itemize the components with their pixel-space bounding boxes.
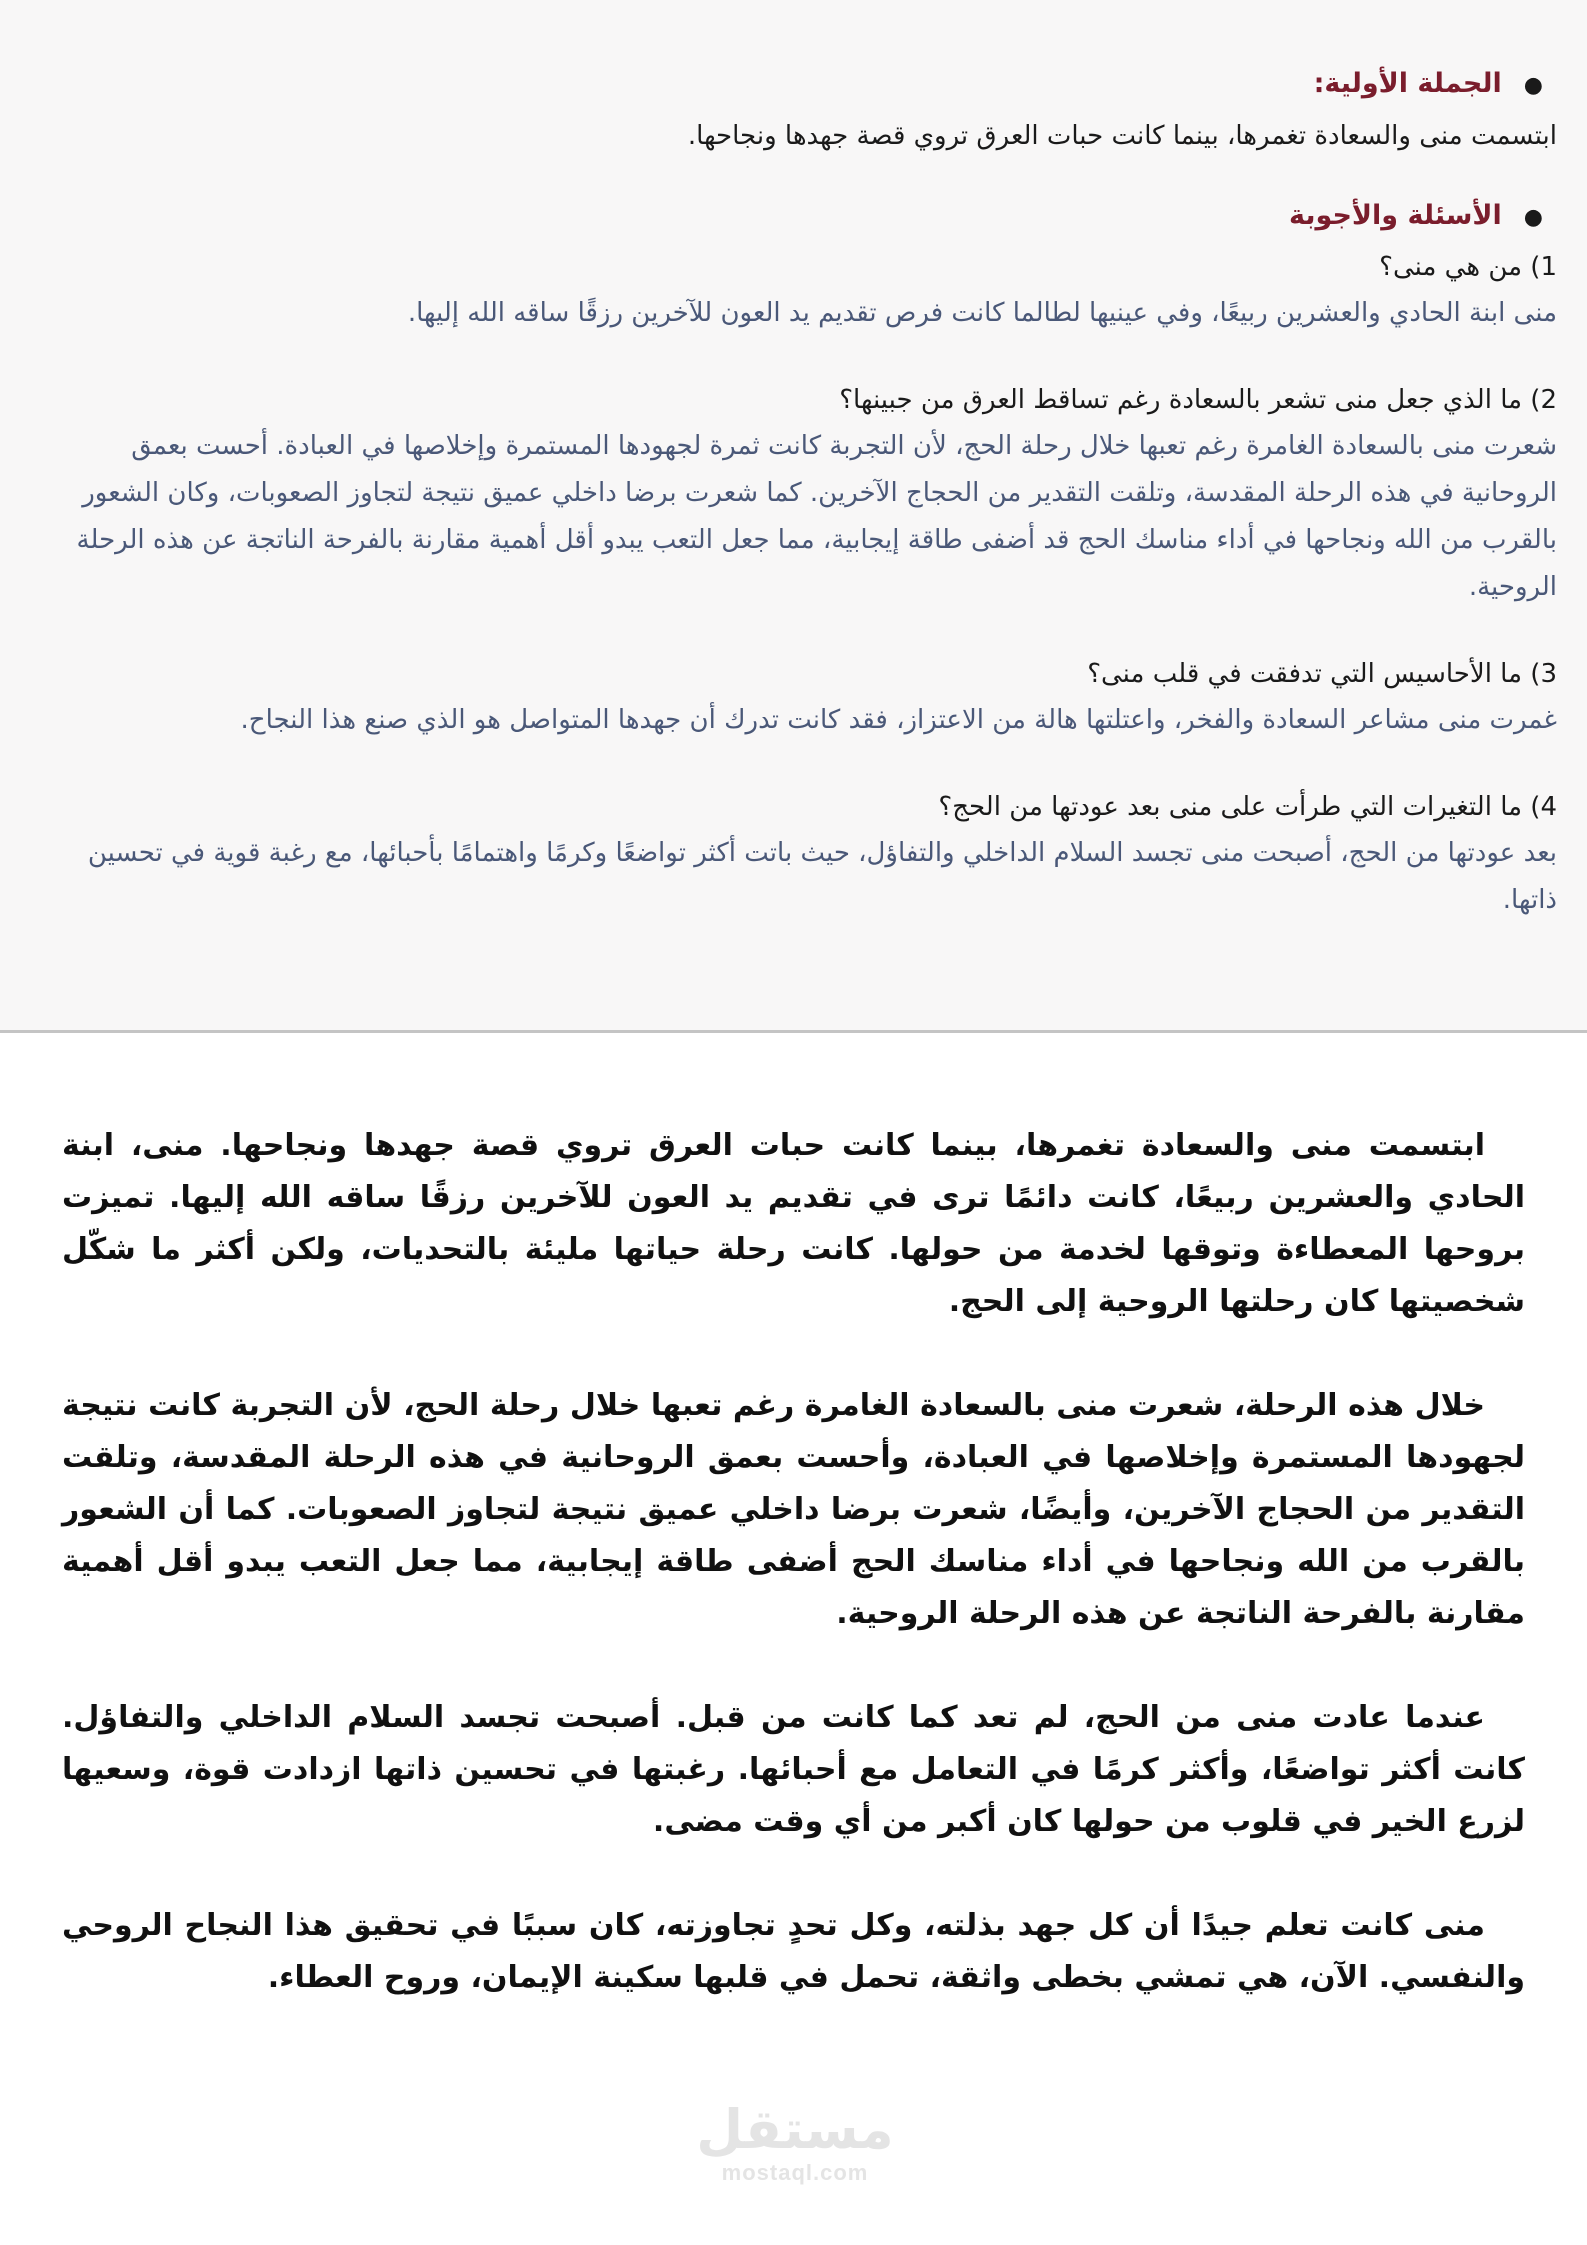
essay bbox=[62, 1120, 1525, 2056]
watermark-latin: mostaql.com bbox=[721, 2160, 869, 2185]
question-1: 1) من هي منى؟ bbox=[1379, 252, 1557, 282]
essay-paragraph-2: خلال هذه الرحلة، شعرت منى بالسعادة الغامرة رغم تعبها خلال رحلة الحج، لأن التجربة كانت نتيجة لجهودها المستمرة وإخلاصها في العبادة، وأحست بعمق الروحانية في هذه الرحلة المقدسة، وتلقت التقدير من الحجاج الآخرين، وأيضًا، شعرت برضا داخلي عميق نتيجة لتجاوز الصعوبات. كما أن الشعور بالقرب من الله ونجاحها في أداء مناسك الحج أضفى طاقة إيجابية، مما جعل التعب يبدو أقل أهمية مقارنة بالفرحة الناتجة عن هذه الرحلة الروحية. bbox=[62, 1388, 1525, 1631]
qa-heading bbox=[40, 190, 1557, 244]
answer-2: شعرت منى بالسعادة الغامرة رغم تعبها خلال رحلة الحج، لأن التجربة كانت ثمرة لجهودها المستمرة وإخلاصها في العبادة. أحست بعمق الروحانية في هذه الرحلة المقدسة، وتلقت التقدير من الحجاج الآخرين. كما شعرت برضا داخلي عميق نتيجة لتجاوز الصعوبات، وكان الشعور بالقرب من الله ونجاحها في أداء مناسك الحج قد أضفى طاقة إيجابية، مما جعل التعب يبدو أقل أهمية مقارنة بالفرحة الناتجة عن هذه الرحلة الروحية. bbox=[76, 431, 1557, 602]
question-2: 2) ما الذي جعل منى تشعر بالسعادة رغم تساقط العرق من جبينها؟ bbox=[839, 385, 1557, 415]
bullet-icon: ● bbox=[1523, 205, 1543, 230]
answer-3: غمرت منى مشاعر السعادة والفخر، واعتلتها هالة من الاعتزاز، فقد كانت تدرك أن جهدها المتواصل هو الذي صنع هذا النجاح. bbox=[240, 705, 1557, 735]
bullet-icon: ● bbox=[1523, 73, 1543, 98]
answer-1: منى ابنة الحادي والعشرين ربيعًا، وفي عينيها لطالما كانت فرص تقديم يد العون للآخرين رزقًا ساقه الله إليها. bbox=[407, 298, 1557, 328]
question-4: 4) ما التغيرات التي طرأت على منى بعد عودتها من الحج؟ bbox=[938, 792, 1557, 822]
watermark-arabic: مستقل bbox=[696, 2098, 894, 2161]
question-3: 3) ما الأحاسيس التي تدفقت في قلب منى؟ bbox=[1087, 659, 1557, 689]
essay-paragraph-1: ابتسمت منى والسعادة تغمرها، بينما كانت حبات العرق تروي قصة جهدها ونجاحها. منى، ابنة الحادي والعشرين ربيعًا، كانت دائمًا ترى في تقديم يد العون للآخرين رزقًا ساقه الله إليها. تميزت بروحها المعطاءة وتوقها لخدمة من حولها. كانت رحلة حياتها مليئة بالتحديات، ولكن أكثر ما شكّل شخصيتها كان رحلتها الروحية إلى الحج. bbox=[62, 1128, 1525, 1319]
section-divider bbox=[0, 1030, 1587, 1033]
mostaql-watermark-logo bbox=[690, 2100, 900, 2186]
spacer bbox=[40, 160, 1557, 190]
first-sentence: ابتسمت منى والسعادة تغمرها، بينما كانت حبات العرق تروي قصة جهدها ونجاحها. bbox=[687, 121, 1557, 151]
qa-section bbox=[40, 58, 1557, 964]
answer-4: بعد عودتها من الحج، أصبحت منى تجسد السلام الداخلي والتفاؤل، حيث باتت أكثر تواضعًا وكرمًا واهتمامًا بأحبائها، مع رغبة قوية في تحسين ذاتها. bbox=[87, 838, 1557, 915]
essay-paragraph-4: منى كانت تعلم جيدًا أن كل جهد بذلته، وكل تحدٍ تجاوزته، كان سببًا في تحقيق هذا النجاح الروحي والنفسي. الآن، هي تمشي بخطى واثقة، تحمل في قلبها سكينة الإيمان، وروح العطاء. bbox=[62, 1908, 1525, 1995]
qa-heading-text: الأسئلة والأجوبة bbox=[1289, 200, 1502, 231]
first-sentence-heading bbox=[40, 58, 1557, 112]
first-sentence-heading-text: الجملة الأولية: bbox=[1313, 68, 1502, 99]
essay-paragraph-3: عندما عادت منى من الحج، لم تعد كما كانت من قبل. أصبحت تجسد السلام الداخلي والتفاؤل. كانت أكثر تواضعًا، وأكثر كرمًا في التعامل مع أحبائها. رغبتها في تحسين ذاتها ازدادت قوة، وسعيها لزرع الخير في قلوب من حولها كان أكبر من أي وقت مضى. bbox=[62, 1700, 1525, 1839]
